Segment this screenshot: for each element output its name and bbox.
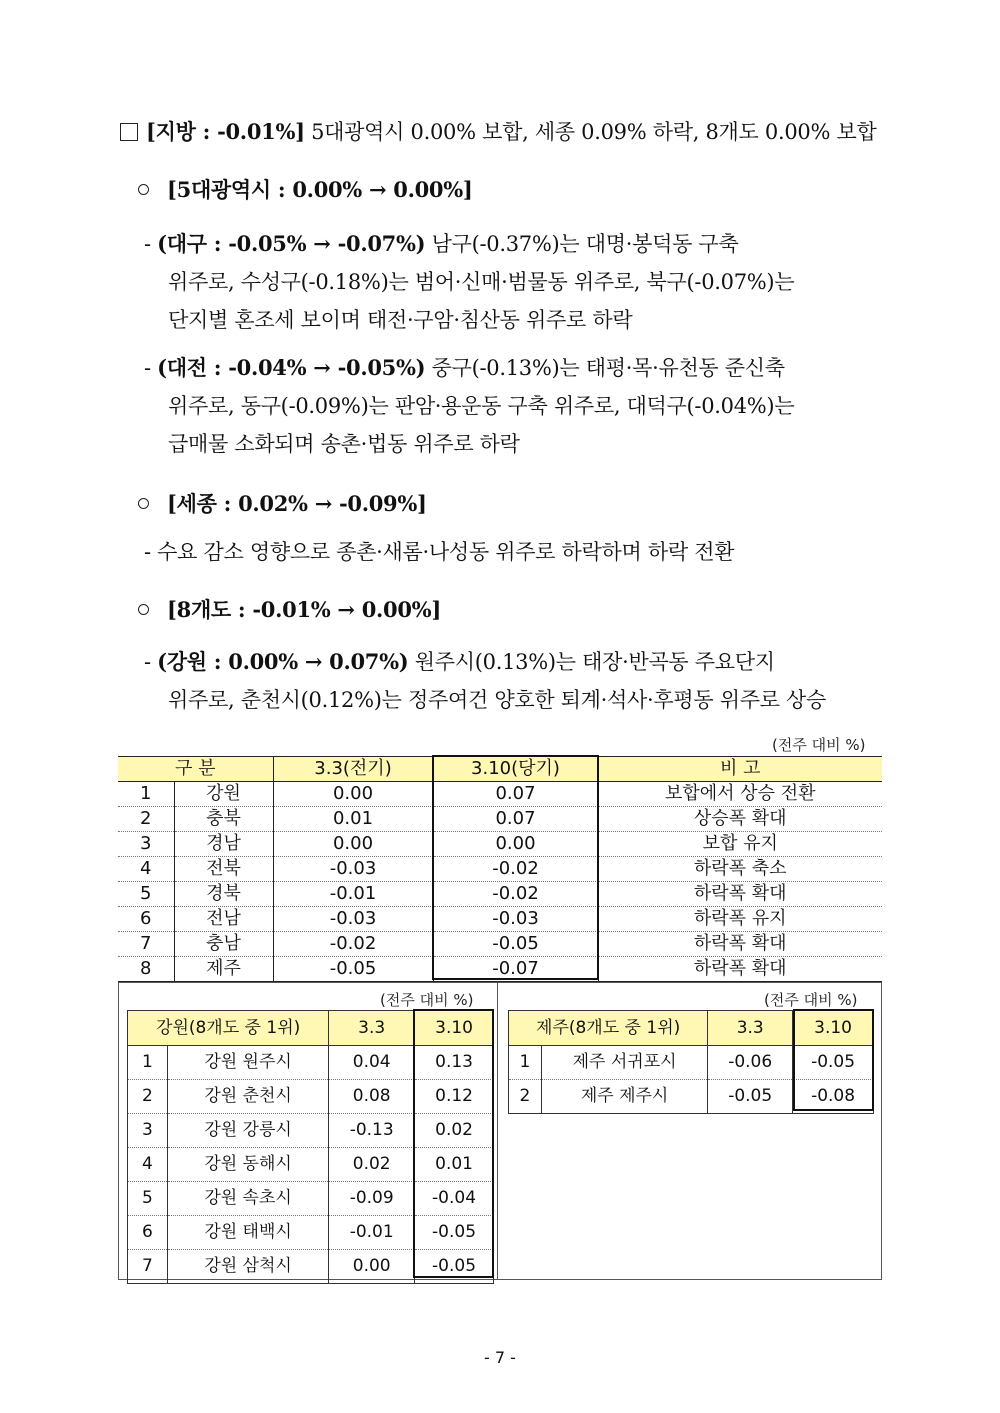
cell-note: 하락폭 유지 [598,907,882,932]
cell-note: 하락폭 축소 [598,857,882,882]
gangwon-header-prev: 3.3 [329,1011,415,1046]
daejeon-text-1: 중구(-0.13%)는 태평·목·유천동 준신축 [425,356,785,380]
table-row [128,1114,494,1148]
daegu-line-1 [144,226,738,262]
table-row [118,832,882,857]
daegu-line-3: 단지별 혼조세 보이며 태전·구암·침산동 위주로 하락 [168,308,633,332]
cell-rank: 1 [509,1046,542,1080]
jeju-city-table [508,1010,874,1114]
table-row [128,1182,494,1216]
cell-curr: -0.02 [433,882,598,907]
cell-prev: -0.05 [708,1080,793,1114]
cell-rank: 5 [128,1182,168,1216]
daejeon-line-2: 위주로, 동구(-0.09%)는 판암·용운동 구축 위주로, 대덕구(-0.04%)는 [168,394,795,418]
cell-curr: 0.02 [415,1114,494,1148]
cell-prev: 0.04 [329,1046,415,1080]
cell-curr: 0.13 [415,1046,494,1080]
header-prev: 3.3(전기) [273,757,433,782]
cell-prev: -0.03 [273,857,433,882]
cell-prev: 0.00 [329,1250,415,1284]
gangwon-unit-label: (전주 대비 %) [380,991,474,1009]
table-row [118,807,882,832]
gangwon-line-2: 위주로, 춘천시(0.12%)는 정주여건 양호한 퇴계·석사·후평동 위주로 상승 [168,688,827,712]
table-row [118,957,882,982]
cell-prev: -0.09 [329,1182,415,1216]
table-header-row [128,1011,494,1046]
dash: - [144,356,158,380]
province-ranking-table [118,756,882,982]
dash: - [144,650,158,674]
gangwon-line-1 [144,644,775,680]
dash: - [144,232,158,256]
cell-curr: 0.01 [415,1148,494,1182]
cell-rank: 3 [118,832,174,857]
cell-name: 강원 속초시 [167,1182,328,1216]
headline-bold: [지방 : -0.01%] [146,119,305,144]
table-row [118,782,882,807]
cell-prev: -0.02 [273,932,433,957]
cell-rank: 6 [128,1216,168,1250]
gangwon-header-title: 강원(8개도 중 1위) [128,1011,329,1046]
cell-curr: -0.02 [433,857,598,882]
daegu-line-2: 위주로, 수성구(-0.18%)는 범어·신매·범물동 위주로, 북구(-0.07%)는 [168,270,795,294]
table-row [128,1250,494,1284]
section-sejong [138,486,427,522]
cell-prev: -0.05 [273,957,433,982]
cell-curr: -0.05 [415,1250,494,1284]
header-division: 구 분 [118,757,273,782]
cell-rank: 8 [118,957,174,982]
table-row [128,1148,494,1182]
cell-rank: 4 [128,1148,168,1182]
jeju-header-prev: 3.3 [708,1011,793,1046]
table-row [128,1046,494,1080]
cell-rank: 6 [118,907,174,932]
cell-note: 상승폭 확대 [598,807,882,832]
cell-name: 강원 태백시 [167,1216,328,1250]
cell-prev: 0.00 [273,832,433,857]
cell-curr: -0.03 [433,907,598,932]
daejeon-line-1 [144,350,785,386]
cell-region: 경남 [174,832,273,857]
cell-curr: -0.05 [415,1216,494,1250]
table-row [509,1080,874,1114]
cell-name: 강원 강릉시 [167,1114,328,1148]
cell-name: 강원 원주시 [167,1046,328,1080]
cell-curr: -0.05 [433,932,598,957]
cell-rank: 7 [128,1250,168,1284]
section-title: [8개도 : -0.01% → 0.00%] [167,597,441,622]
bullet-circle-icon [138,184,149,195]
section-title: [세종 : 0.02% → -0.09%] [167,491,427,516]
cell-curr: 0.07 [433,782,598,807]
cell-note: 하락폭 확대 [598,882,882,907]
sejong-text: 수요 감소 영향으로 종촌·새롬·나성동 위주로 하락하며 하락 전환 [157,540,735,564]
table-row [118,932,882,957]
cell-prev: -0.01 [273,882,433,907]
headline-rest: 5대광역시 0.00% 보합, 세종 0.09% 하락, 8개도 0.00% 보합 [304,120,877,144]
cell-prev: -0.03 [273,907,433,932]
cell-name: 강원 춘천시 [167,1080,328,1114]
cell-rank: 1 [118,782,174,807]
cell-region: 전북 [174,857,273,882]
cell-note: 하락폭 확대 [598,932,882,957]
daegu-bold: (대구 : -0.05% → -0.07%) [157,231,426,256]
gangwon-bold: (강원 : 0.00% → 0.07%) [157,649,409,674]
section-title: [5대광역시 : 0.00% → 0.00%] [167,177,473,202]
cell-name: 제주 제주시 [541,1080,707,1114]
daejeon-bold: (대전 : -0.04% → -0.05%) [157,355,426,380]
cell-curr: -0.08 [793,1080,874,1114]
cell-name: 강원 동해시 [167,1148,328,1182]
cell-note: 보합에서 상승 전환 [598,782,882,807]
bullet-circle-icon [138,498,149,509]
cell-prev: -0.01 [329,1216,415,1250]
cell-prev: -0.06 [708,1046,793,1080]
table-row [128,1216,494,1250]
cell-rank: 2 [118,807,174,832]
dash: - [144,540,158,564]
header-note: 비 고 [598,757,882,782]
cell-region: 경북 [174,882,273,907]
cell-region: 충북 [174,807,273,832]
table-header-row [118,757,882,782]
cell-prev: -0.13 [329,1114,415,1148]
table-row [118,882,882,907]
jeju-header-curr: 3.10 [793,1011,874,1046]
cell-region: 충남 [174,932,273,957]
cell-prev: 0.00 [273,782,433,807]
cell-prev: 0.08 [329,1080,415,1114]
cell-curr: -0.04 [415,1182,494,1216]
cell-note: 하락폭 확대 [598,957,882,982]
daegu-text-1: 남구(-0.37%)는 대명·봉덕동 구축 [425,232,739,256]
cell-name: 강원 삼척시 [167,1250,328,1284]
cell-region: 전남 [174,907,273,932]
cell-curr: -0.07 [433,957,598,982]
table-row [118,857,882,882]
table-row [118,907,882,932]
section-8-provinces [138,592,441,628]
table-row [128,1080,494,1114]
cell-rank: 5 [118,882,174,907]
jeju-header-title: 제주(8개도 중 1위) [509,1011,708,1046]
sub-tables-divider [497,982,498,1280]
cell-rank: 1 [128,1046,168,1080]
cell-rank: 7 [118,932,174,957]
cell-rank: 2 [509,1080,542,1114]
cell-region: 강원 [174,782,273,807]
cell-rank: 3 [128,1114,168,1148]
checkbox-square-icon [120,123,138,141]
cell-curr: 0.07 [433,807,598,832]
page-number: - 7 - [484,1348,516,1367]
table-header-row [509,1011,874,1046]
cell-rank: 2 [128,1080,168,1114]
cell-name: 제주 서귀포시 [541,1046,707,1080]
section-5-metro [138,172,473,208]
unit-label: (전주 대비 %) [772,736,866,754]
header-curr: 3.10(당기) [433,757,598,782]
gangwon-text-1: 원주시(0.13%)는 태장·반곡동 주요단지 [408,650,775,674]
gangwon-header-curr: 3.10 [415,1011,494,1046]
sejong-line [144,534,734,570]
gangwon-city-table [127,1010,494,1284]
cell-curr: 0.12 [415,1080,494,1114]
cell-curr: -0.05 [793,1046,874,1080]
cell-note: 보합 유지 [598,832,882,857]
bullet-circle-icon [138,604,149,615]
jeju-unit-label: (전주 대비 %) [764,991,858,1009]
cell-curr: 0.00 [433,832,598,857]
cell-region: 제주 [174,957,273,982]
cell-prev: 0.02 [329,1148,415,1182]
headline [120,114,876,150]
cell-rank: 4 [118,857,174,882]
daejeon-line-3: 급매물 소화되며 송촌·법동 위주로 하락 [168,432,520,456]
table-row [509,1046,874,1080]
cell-prev: 0.01 [273,807,433,832]
